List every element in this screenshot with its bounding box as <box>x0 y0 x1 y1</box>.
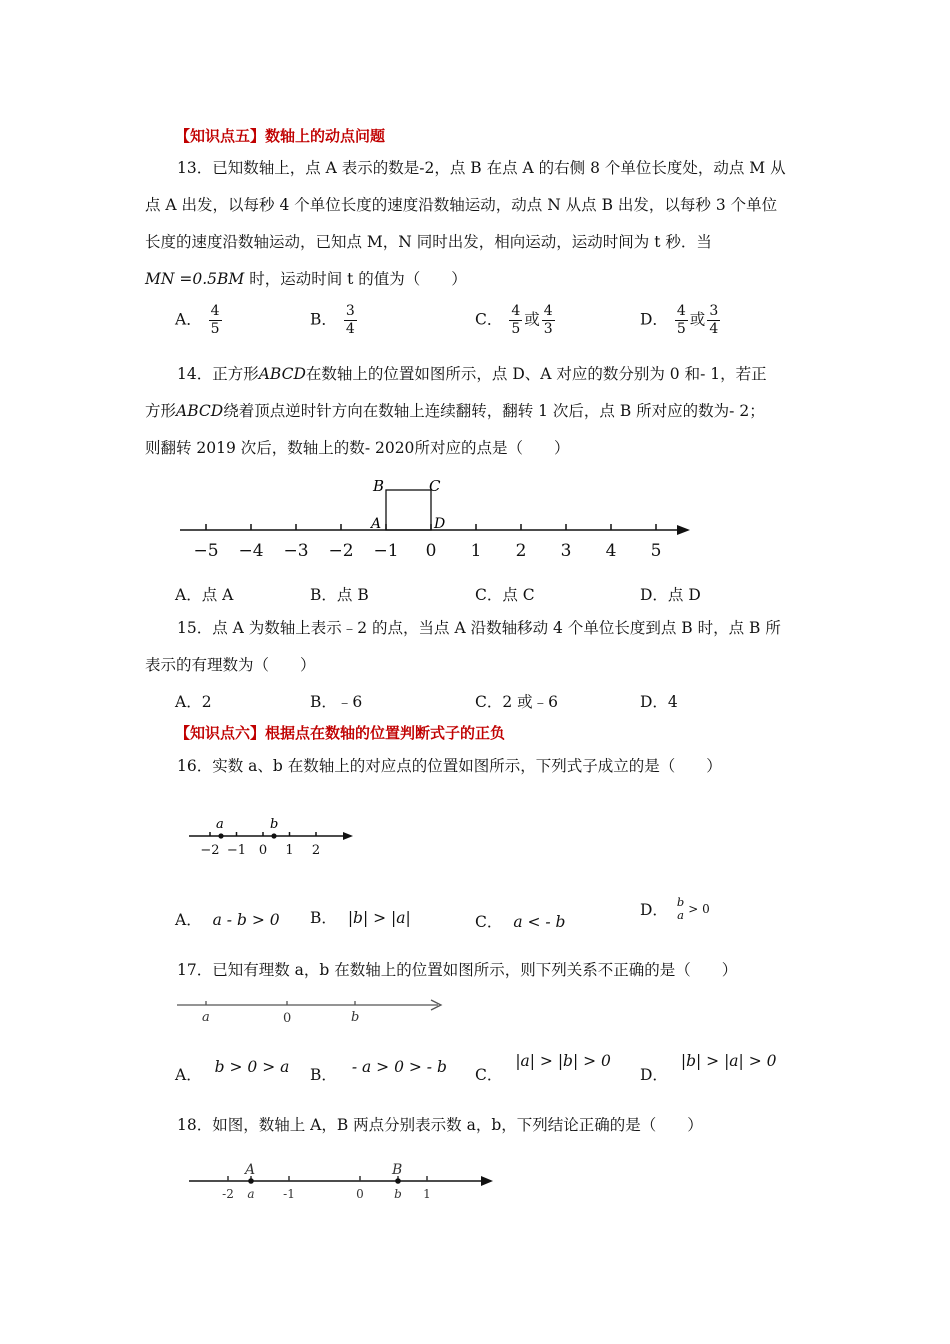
text: ，若正 <box>720 365 767 383</box>
point-b-dot <box>271 833 276 838</box>
tick-label: 0 <box>258 843 268 858</box>
tick-label: 5 <box>650 541 662 561</box>
q16-line-1: 16．实数 a、b 在数轴上的对应点的位置如图所示，下列式子成立的是（ ） <box>177 757 722 775</box>
fraction <box>209 303 222 338</box>
tick-label: −1 <box>373 541 399 561</box>
text: 所对应的点是（ ） <box>414 439 570 457</box>
denominator: 5 <box>676 321 686 337</box>
q16-option-b[interactable] <box>310 906 411 928</box>
q14-option-b[interactable]: B．点 B <box>310 586 369 604</box>
expression: |b| > |a| > 0 <box>680 1052 777 1070</box>
or-word: 或 <box>689 310 706 329</box>
point-label-a: a <box>216 817 224 832</box>
q17-number-line-figure <box>175 995 450 1027</box>
tick-label: 3 <box>560 541 572 561</box>
option-label: A． <box>175 310 202 329</box>
fraction <box>542 303 555 338</box>
expression: |b| > |a| <box>347 909 411 927</box>
q17-line-1: 17．已知有理数 a，b 在数轴上的位置如图所示，则下列关系不正确的是（ ） <box>177 961 738 979</box>
or-word: 或 <box>524 310 540 329</box>
tick-label: −1 <box>226 843 247 858</box>
label-b: b <box>351 1010 360 1025</box>
denominator: 3 <box>543 321 553 337</box>
tick-label: 1 <box>285 843 294 858</box>
number: - 2 <box>729 402 750 420</box>
tick-label: 1 <box>470 541 482 561</box>
q15-option-c[interactable]: C．2 或﹣6 <box>475 693 559 711</box>
q15-option-a[interactable]: A．2 <box>175 693 212 711</box>
label-zero: 0 <box>283 1011 292 1026</box>
q16-option-c[interactable] <box>475 910 565 932</box>
expression-tail: > 0 <box>688 902 710 916</box>
q14-number-line-figure <box>175 472 705 567</box>
q13-option-c[interactable] <box>475 303 557 338</box>
q14-option-a[interactable]: A．点 A <box>175 586 234 604</box>
fraction <box>707 303 720 338</box>
denominator: 4 <box>345 321 355 337</box>
tick-label: −3 <box>283 541 309 561</box>
square-abcd <box>386 490 431 530</box>
option-label: D． <box>640 901 668 919</box>
label-a: a <box>202 1010 210 1025</box>
point-label-b: B <box>392 1162 403 1178</box>
q14-line-1 <box>145 356 805 393</box>
denominator: a <box>677 908 684 922</box>
question-13 <box>145 150 805 298</box>
point-label-d: D <box>434 516 446 532</box>
q13-option-b[interactable] <box>310 303 359 338</box>
q16-number-line-figure <box>185 812 360 860</box>
tick-label: −5 <box>193 541 219 561</box>
tick-label: -2 <box>222 1187 234 1201</box>
text: 则翻转 2019 次后，数轴上的数 <box>145 439 365 457</box>
numerator: b <box>676 895 685 909</box>
option-label: B． <box>310 1066 337 1084</box>
denominator: 5 <box>511 321 521 337</box>
option-label: A． <box>175 911 202 929</box>
tick-label: b <box>394 1187 402 1201</box>
option-label: B． <box>310 909 337 927</box>
square-name: ABCD <box>258 365 306 383</box>
q17-option-a[interactable] <box>175 1058 289 1085</box>
text: 在数轴上的位置如图所示，点 D、A 对应的数分别为 0 和 <box>305 365 701 383</box>
point-label-b: b <box>270 817 279 832</box>
q14-option-d[interactable]: D．点 D <box>640 586 701 604</box>
option-label: C． <box>475 310 503 329</box>
q15-line-1: 15．点 A 为数轴上表示﹣2 的点，当点 A 沿数轴移动 4 个单位长度到点 B 时，点 B 所 <box>177 619 781 637</box>
expression: |a| > |b| > 0 <box>515 1052 611 1070</box>
tick-label: −4 <box>238 541 264 561</box>
option-label: D． <box>640 310 668 329</box>
option-label: B． <box>310 310 337 329</box>
tick-label: 2 <box>515 541 527 561</box>
numerator: 4 <box>210 303 220 319</box>
q16-option-d[interactable] <box>640 896 710 922</box>
option-label: D． <box>640 1066 668 1084</box>
point-a-dot <box>248 1178 254 1184</box>
numerator: 4 <box>511 303 521 319</box>
q13-line-1: 13．已知数轴上，点 A 表示的数是-2，点 B 在点 A 的右侧 8 个单位长度处，动点 M 从 <box>177 159 786 177</box>
q13-option-a[interactable] <box>175 303 224 338</box>
q13-condition: MN =0.5BM <box>145 270 245 288</box>
tick-label: a <box>247 1187 255 1201</box>
tick-label: 1 <box>423 1187 431 1201</box>
text: 绕着顶点逆时针方向在数轴上连续翻转，翻转 1 次后，点 B 所对应的数为 <box>223 402 730 420</box>
question-15 <box>145 610 805 684</box>
q16-option-a[interactable] <box>175 908 280 930</box>
square-name: ABCD <box>176 402 224 420</box>
expression: - a > 0 > - b <box>351 1058 447 1076</box>
q15-line-2: 表示的有理数为（ ） <box>145 656 316 674</box>
numerator: 3 <box>345 303 355 319</box>
point-a-dot <box>218 833 223 838</box>
text: ； <box>749 402 765 420</box>
tick-label: 2 <box>311 843 321 858</box>
q13-line-2: 点 A 出发，以每秒 4 个单位长度的速度沿数轴运动，动点 N 从点 B 出发，以每秒 3 个单位 <box>145 196 778 214</box>
q13-line-3: 长度的速度沿数轴运动，已知点 M，N 同时出发，相向运动，运动时间为 t 秒．当 <box>145 233 712 251</box>
q14-option-c[interactable]: C．点 C <box>475 586 535 604</box>
point-label-a: A <box>245 1162 256 1178</box>
denominator: 4 <box>709 321 719 337</box>
number: - 1 <box>700 365 721 383</box>
q17-option-d[interactable] <box>640 1052 776 1085</box>
text: 方形 <box>145 402 177 420</box>
tick-label: 4 <box>605 541 617 561</box>
numerator: 4 <box>543 303 553 319</box>
tick-label: -1 <box>283 1187 295 1201</box>
fraction <box>344 303 357 338</box>
text: 14．正方形 <box>177 365 259 383</box>
q13-line-4 <box>145 261 805 298</box>
axis-arrow <box>481 1176 493 1186</box>
number: - 2020 <box>364 439 415 457</box>
q14-line-2 <box>145 393 805 430</box>
q14-line-3 <box>145 430 805 467</box>
q13-line-4-tail: 时，运动时间 t 的值为（ ） <box>249 270 467 288</box>
point-label-c: C <box>429 477 441 495</box>
section-heading-6: 【知识点六】根据点在数轴的位置判断式子的正负 <box>175 724 506 742</box>
q18-line-1: 18．如图，数轴上 A，B 两点分别表示数 a，b，下列结论正确的是（ ） <box>177 1116 703 1134</box>
section-heading-5: 【知识点五】数轴上的动点问题 <box>175 127 386 145</box>
q18-number-line-figure <box>185 1158 500 1208</box>
expression: b > 0 > a <box>214 1058 290 1076</box>
numerator: 4 <box>676 303 686 319</box>
q17-option-b[interactable] <box>310 1058 447 1085</box>
q13-option-d[interactable] <box>640 303 722 338</box>
tick-label: 0 <box>356 1187 364 1201</box>
point-label-a: A <box>371 516 382 532</box>
axis-arrow <box>677 525 690 535</box>
numerator: 3 <box>709 303 719 319</box>
q15-option-d[interactable]: D．4 <box>640 693 678 711</box>
denominator: 5 <box>210 321 220 337</box>
option-label: C． <box>475 1066 503 1084</box>
fraction <box>509 303 522 338</box>
expression: a - b > 0 <box>212 911 280 929</box>
point-label-b: B <box>373 477 385 495</box>
q17-option-c[interactable] <box>475 1052 611 1085</box>
q15-option-b[interactable]: B．﹣6 <box>310 693 363 711</box>
tick-label: 0 <box>425 541 437 561</box>
axis-arrow <box>343 832 353 840</box>
tick-label: −2 <box>328 541 354 561</box>
tick-label: −2 <box>200 843 220 858</box>
question-14 <box>145 356 805 467</box>
fraction <box>675 896 686 922</box>
point-b-dot <box>395 1178 401 1184</box>
fraction <box>675 303 688 338</box>
expression: a < - b <box>513 913 566 931</box>
option-label: A． <box>175 1066 202 1084</box>
option-label: C． <box>475 913 503 931</box>
